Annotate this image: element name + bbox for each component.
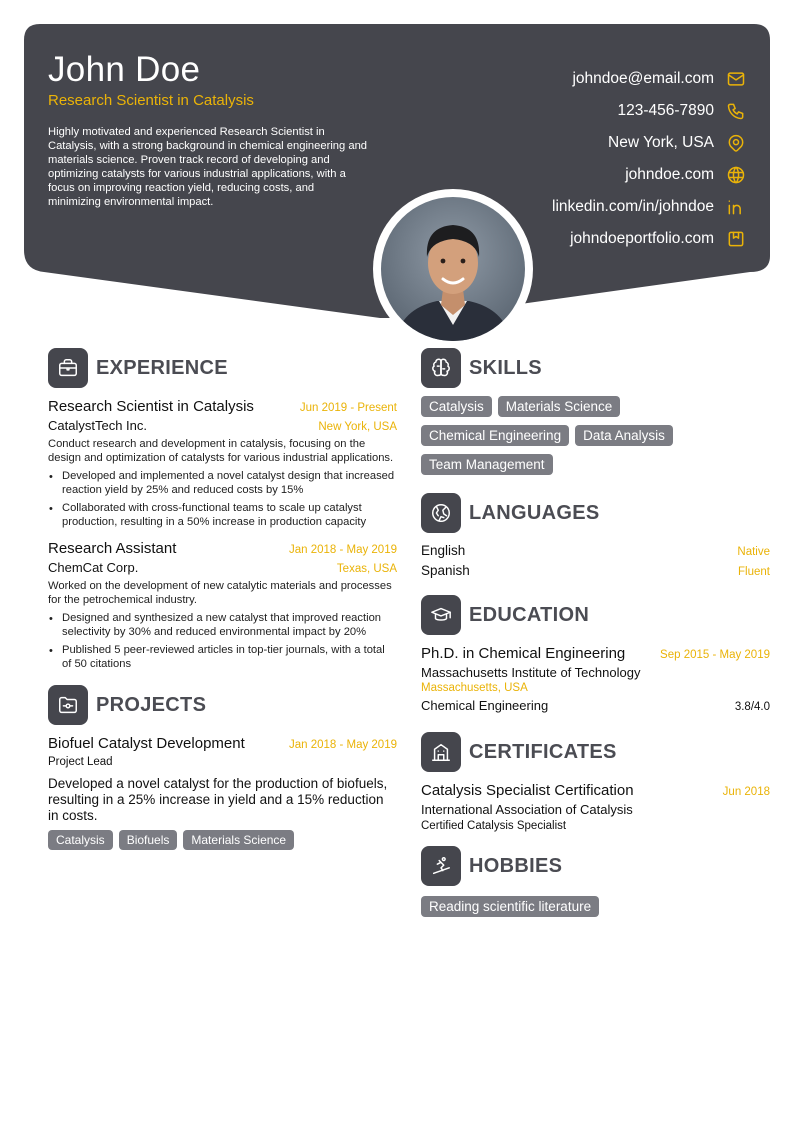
certificate-description: Certified Catalysis Specialist [421, 820, 567, 832]
mail-icon [726, 69, 746, 89]
job-date: Jun 2019 - Present [299, 402, 397, 414]
contact-location-text: New York, USA [608, 134, 714, 151]
achievement-item: • Published 5 peer-reviewed articles in top-tier journals, with a total of 50 citations [48, 643, 397, 671]
certificates-section-header [421, 732, 770, 772]
language-level: Fluent [738, 566, 770, 578]
contact-email-text[interactable]: johndoe@email.com [572, 70, 714, 87]
project-role: Project Lead [48, 756, 113, 768]
school-location: Massachusetts, USA [421, 682, 528, 694]
languages-heading: LANGUAGES [469, 501, 600, 524]
experience-heading: EXPERIENCE [96, 356, 228, 379]
job-title: Research Scientist in Catalysis [48, 398, 254, 415]
skiing-icon [421, 846, 461, 886]
skill-tag: Team Management [421, 454, 553, 475]
company-name: ChemCat Corp. [48, 560, 139, 575]
job-achievements [48, 469, 397, 529]
language-level: Native [737, 546, 770, 558]
summary-text: Highly motivated and experienced Research Scientist in Catalysis, with a strong background in chemical engineering and materials science. Proven track record of developing and optimizing catalysts for various industrial applications, with a focus on improving reaction yield, reducing costs, and minimizing environmental impact. [48, 126, 368, 208]
certificate-building-icon [421, 732, 461, 772]
contact-linkedin-text[interactable]: linkedin.com/in/johndoe [552, 198, 714, 215]
profile-photo [373, 189, 533, 349]
project-tag: Materials Science [183, 830, 294, 850]
certificate-date: Jun 2018 [722, 786, 770, 798]
globe-icon [726, 165, 746, 185]
skill-tag: Materials Science [498, 396, 621, 417]
project-description: Developed a novel catalyst for the production of biofuels, resulting in a 25% increase in yield and a 15% reduction in costs. [48, 776, 388, 823]
achievement-item: • Developed and implemented a novel catalyst design that increased reaction yield by 25% and reduced costs by 15% [48, 469, 397, 497]
left-column [48, 348, 397, 856]
skills-tags [421, 396, 770, 483]
education-item [421, 645, 770, 713]
field-of-study: Chemical Engineering [421, 698, 549, 713]
job-achievements [48, 611, 397, 671]
certificate-issuer: International Association of Catalysis [421, 802, 633, 817]
job-date: Jan 2018 - May 2019 [288, 544, 397, 556]
certificates-heading: CERTIFICATES [469, 740, 617, 763]
job-description: Worked on the development of new catalytic materials and processes for the petrochemical industry. [48, 580, 392, 606]
certificate-item [421, 782, 770, 832]
portfolio-icon [726, 229, 746, 249]
job-title: Research Assistant [48, 540, 177, 557]
contact-website[interactable] [426, 159, 746, 191]
education-date: Sep 2015 - May 2019 [660, 649, 770, 661]
education-section-header [421, 595, 770, 635]
project-date: Jan 2018 - May 2019 [288, 739, 397, 751]
company-name: CatalystTech Inc. [48, 418, 147, 433]
contact-phone[interactable] [426, 95, 746, 127]
language-row [421, 563, 770, 583]
experience-section-header [48, 348, 397, 388]
phone-icon [726, 101, 746, 121]
languages-section-header [421, 493, 770, 533]
contact-email[interactable] [426, 63, 746, 95]
language-name: English [421, 543, 466, 558]
language-row [421, 543, 770, 563]
degree-title: Ph.D. in Chemical Engineering [421, 645, 626, 662]
project-tag: Catalysis [48, 830, 113, 850]
hobbies-tags [421, 896, 770, 925]
skills-heading: SKILLS [469, 356, 542, 379]
brain-icon [421, 348, 461, 388]
gpa: 3.8/4.0 [734, 701, 770, 713]
contact-website-text[interactable]: johndoe.com [625, 166, 714, 183]
contact-location [426, 127, 746, 159]
skill-tag: Chemical Engineering [421, 425, 569, 446]
right-column [421, 348, 770, 925]
project-tag: Biofuels [119, 830, 178, 850]
education-heading: EDUCATION [469, 603, 590, 626]
hobby-tag: Reading scientific literature [421, 896, 599, 917]
language-globe-icon [421, 493, 461, 533]
skills-section-header [421, 348, 770, 388]
achievement-item: • Designed and synthesized a new catalyst that improved reaction selectivity by 30% and reduced environmental impact by 20% [48, 611, 397, 639]
job-description: Conduct research and development in catalysis, focusing on the design and optimization of catalysts for various industrial applications. [48, 438, 394, 464]
school-name: Massachusetts Institute of Technology [421, 665, 641, 680]
experience-item [48, 540, 397, 671]
job-location: New York, USA [318, 421, 397, 433]
profile-photo-image [381, 197, 525, 341]
linkedin-icon [726, 197, 746, 217]
project-title: Biofuel Catalyst Development [48, 735, 245, 752]
hobbies-heading: HOBBIES [469, 854, 563, 877]
job-location: Texas, USA [336, 563, 397, 575]
hobbies-section-header [421, 846, 770, 886]
projects-section-header [48, 685, 397, 725]
project-item [48, 735, 397, 856]
folder-icon [48, 685, 88, 725]
candidate-name: John Doe [48, 50, 201, 89]
graduation-cap-icon [421, 595, 461, 635]
briefcase-icon [48, 348, 88, 388]
experience-item [48, 398, 397, 529]
skill-tag: Data Analysis [575, 425, 673, 446]
skill-tag: Catalysis [421, 396, 492, 417]
project-tags [48, 830, 397, 856]
location-pin-icon [726, 133, 746, 153]
certificate-name: Catalysis Specialist Certification [421, 782, 634, 799]
candidate-title: Research Scientist in Catalysis [48, 92, 254, 109]
projects-heading: PROJECTS [96, 693, 207, 716]
contact-portfolio-text[interactable]: johndoeportfolio.com [570, 230, 714, 247]
languages-list [421, 543, 770, 583]
contact-phone-text[interactable]: 123-456-7890 [617, 102, 714, 119]
language-name: Spanish [421, 563, 470, 578]
achievement-item: • Collaborated with cross-functional teams to scale up catalyst production, resulting in a 50% increase in production capacity [48, 501, 397, 529]
